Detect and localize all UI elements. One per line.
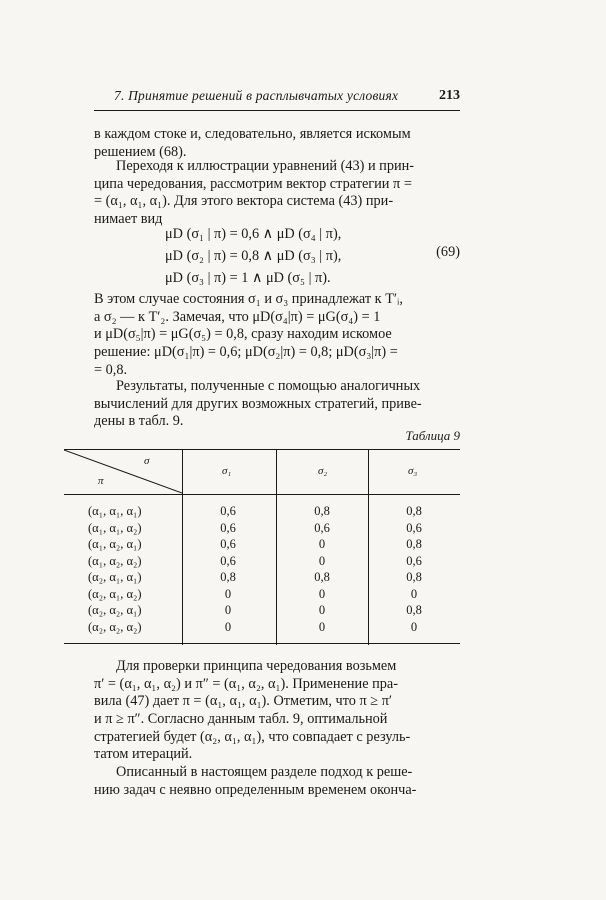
table-cell: 0,6 — [406, 520, 422, 535]
table-cell: 0 — [318, 586, 326, 601]
text-line: и μD(σ₅|π) = μG(σ₅) = 0,8, сразу находим искомое — [94, 326, 392, 343]
table-cell: 0 — [410, 619, 418, 634]
table-caption: Таблица 9 — [405, 428, 460, 443]
table-cell: 0 — [410, 586, 418, 601]
corner-label-pi: π — [98, 475, 104, 487]
table-cell: 0 — [318, 603, 326, 617]
text-line: = (α₁, α₁, α₁). Для этого вектора система (43) при- — [94, 193, 394, 210]
text-line: вычислений для других возможных стратегий, приве- — [94, 395, 422, 412]
table-cell: 0,8 — [406, 570, 422, 584]
table-cell: 0,8 — [314, 570, 330, 584]
table-cell: 0 — [224, 603, 232, 617]
text-line: вила (47) дает π = (α₁, α₁, α₁). Отметим, что π ≥ π′ — [94, 693, 393, 710]
text-line: В этом случае состояния σ₁ и σ₃ принадлежат к T′ᵢ, — [94, 291, 403, 307]
table-row-label: (α₁, α₁, α₁) — [88, 504, 142, 518]
paragraph-6 — [94, 764, 460, 799]
text-line: нию задач с неявно определенным временем оконча- — [94, 781, 417, 798]
table-cell: 0,6 — [220, 520, 236, 535]
running-header — [94, 86, 460, 111]
table-9 — [64, 449, 460, 645]
text-line: а σ₂ — к T′₂. Замечая, что μD(σ₄|π) = μG(σ₄) = 1 — [94, 308, 381, 325]
table-cell: 0,6 — [220, 504, 236, 518]
paragraph-4 — [94, 378, 460, 431]
corner-label-sigma: σ — [144, 455, 150, 467]
text-line: π′ = (α₁, α₁, α₂) и π″ = (α₁, α₂, α₁). Применение пра- — [94, 675, 399, 692]
table-cell: 0 — [318, 553, 326, 568]
table-cell: 0 — [224, 619, 232, 634]
equation-system-69 — [165, 226, 460, 290]
text-line: Результаты, полученные с помощью аналогичных — [116, 378, 421, 394]
table-row-label: (α₁, α₂, α₂) — [88, 553, 142, 568]
table-cell: 0,6 — [314, 520, 330, 535]
table-corner-diagonal — [64, 449, 182, 495]
table-col-divider — [368, 449, 369, 645]
table-cell: 0,6 — [406, 553, 422, 568]
table-cell: 0,6 — [220, 553, 236, 568]
text-line: ципа чередования, рассмотрим вектор стратегии π = — [94, 175, 412, 192]
table-row-label: (α₂, α₁, α₂) — [88, 586, 142, 601]
text-line: и π ≥ π″. Согласно данным табл. 9, оптимальной — [94, 711, 388, 728]
table-row-label: (α₂, α₂, α₂) — [88, 619, 142, 634]
text-line: решением (68). — [94, 143, 187, 160]
table-cell: 0 — [318, 537, 326, 551]
text-line: = 0,8. — [94, 361, 128, 378]
table-cell: 0 — [224, 586, 232, 601]
column-header: σ₁ — [222, 465, 232, 477]
table-row-label: (α₁, α₁, α₂) — [88, 520, 142, 535]
table-cell: 0,8 — [406, 504, 422, 518]
table-cell: 0,8 — [406, 603, 422, 617]
table-cell: 0,6 — [220, 537, 236, 551]
paragraph-1 — [94, 126, 460, 161]
paragraph-3 — [94, 291, 460, 379]
running-head-title: 7. Принятие решений в расплывчатых условиях — [114, 88, 399, 103]
equation-row: μD (σ₂ | π) = 0,8 ∧ μD (σ₃ | π), — [165, 248, 342, 264]
paragraph-5 — [94, 658, 460, 764]
equation-row: μD (σ₃ | π) = 1 ∧ μD (σ₅ | π). — [165, 270, 331, 286]
text-line: Переходя к иллюстрации уравнений (43) и прин- — [116, 158, 415, 174]
page-number: 213 — [439, 88, 460, 103]
equation-row: μD (σ₁ | π) = 0,6 ∧ μD (σ₄ | π), — [165, 226, 342, 242]
column-header: σ₂ — [318, 465, 328, 477]
text-line: в каждом стоке и, следовательно, является искомым — [94, 126, 411, 142]
table-cell: 0,8 — [406, 537, 422, 551]
table-col-divider — [276, 449, 277, 645]
text-line: татом итераций. — [94, 746, 193, 763]
equation-number: (69) — [436, 244, 460, 260]
text-line: стратегией будет (α₂, α₁, α₁), что совпадает с резуль- — [94, 728, 411, 745]
text-line: решение: μD(σ₁|π) = 0,6; μD(σ₂|π) = 0,8; μD(σ₃|π) = — [94, 344, 398, 361]
table-rule-bottom — [64, 643, 460, 644]
table-row-label: (α₂, α₁, α₁) — [88, 570, 142, 584]
table-row-label: (α₂, α₂, α₁) — [88, 603, 142, 617]
column-header: σ₃ — [408, 465, 418, 477]
table-row-label: (α₁, α₂, α₁) — [88, 537, 142, 551]
paragraph-2 — [94, 158, 460, 229]
text-line: дены в табл. 9. — [94, 413, 184, 430]
table-cell: 0,8 — [314, 504, 330, 518]
text-line: нимает вид — [94, 211, 163, 228]
table-col-divider — [182, 449, 183, 645]
table-cell: 0 — [318, 619, 326, 634]
text-line: Описанный в настоящем разделе подход к решe- — [116, 764, 413, 780]
text-line: Для проверки принципа чередования возьмем — [116, 658, 397, 674]
table-cell: 0,8 — [220, 570, 236, 584]
